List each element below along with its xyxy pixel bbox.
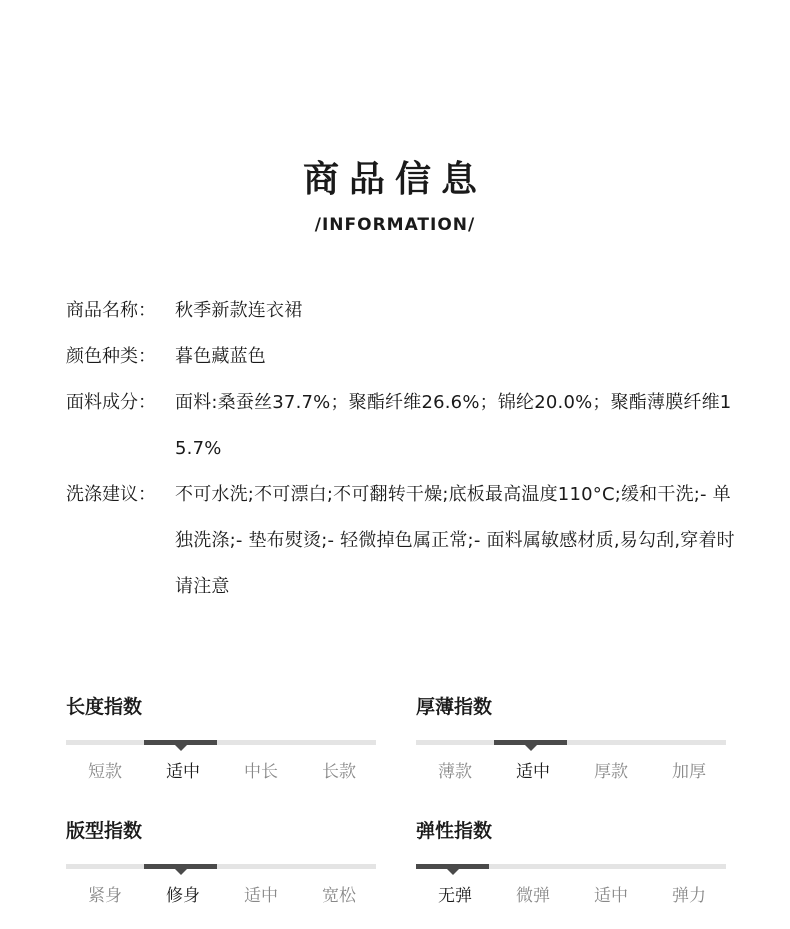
index-option: 薄款 xyxy=(438,762,472,782)
info-value: 暮色藏蓝色 xyxy=(175,346,266,367)
index-option: 微弹 xyxy=(516,886,550,906)
index-option: 修身 xyxy=(166,886,200,906)
info-label: 颜色种类： xyxy=(66,346,156,367)
index-option: 中长 xyxy=(244,762,278,782)
index-option: 短款 xyxy=(88,762,122,782)
info-label: 面料成分： xyxy=(66,392,156,413)
index-track xyxy=(66,740,376,745)
indicator-pointer-icon xyxy=(447,869,459,875)
index-option: 适中 xyxy=(516,762,550,782)
index-options xyxy=(66,884,376,908)
index-track xyxy=(66,864,376,869)
info-row-name xyxy=(66,288,746,334)
index-title: 厚薄指数 xyxy=(416,696,493,718)
index-option: 宽松 xyxy=(322,886,356,906)
index-options xyxy=(416,760,726,784)
index-option: 适中 xyxy=(594,886,628,906)
indicator-pointer-icon xyxy=(175,869,187,875)
index-option: 长款 xyxy=(322,762,356,782)
index-options xyxy=(66,760,376,784)
section-subtitle: /INFORMATION/ xyxy=(314,215,476,235)
index-option: 弹力 xyxy=(672,886,706,906)
length-index xyxy=(66,694,376,782)
indicator-pointer-icon xyxy=(175,745,187,751)
info-label: 商品名称： xyxy=(66,300,156,321)
section-title: 商品信息 xyxy=(302,159,487,200)
info-value: 不可水洗;不可漂白;不可翻转干燥;底板最高温度110°C;缓和干洗;- 单独洗涤;- 垫布熨烫;- 轻微掉色属正常;- 面料属敏感材质,易勾刮,穿着时请注意 xyxy=(175,484,735,597)
index-option: 适中 xyxy=(244,886,278,906)
elasticity-index xyxy=(416,818,726,906)
index-title: 弹性指数 xyxy=(416,820,493,842)
index-option: 适中 xyxy=(166,762,200,782)
index-option: 加厚 xyxy=(672,762,706,782)
product-info-list xyxy=(66,288,746,610)
info-label: 洗涤建议： xyxy=(66,484,156,505)
fit-index xyxy=(66,818,376,906)
index-track xyxy=(416,864,726,869)
index-title: 版型指数 xyxy=(66,820,143,842)
index-track xyxy=(416,740,726,745)
thickness-index xyxy=(416,694,726,782)
info-value: 秋季新款连衣裙 xyxy=(175,300,303,321)
info-row-fabric xyxy=(66,380,746,472)
index-option: 厚款 xyxy=(594,762,628,782)
info-row-care xyxy=(66,472,746,610)
info-row-color xyxy=(66,334,746,380)
indicator-pointer-icon xyxy=(525,745,537,751)
index-option: 紧身 xyxy=(88,886,122,906)
index-option: 无弹 xyxy=(438,886,472,906)
index-title: 长度指数 xyxy=(66,696,143,718)
info-value: 面料:桑蚕丝37.7%；聚酯纤维26.6%；锦纶20.0%；聚酯薄膜纤维15.7% xyxy=(175,392,732,459)
index-options xyxy=(416,884,726,908)
